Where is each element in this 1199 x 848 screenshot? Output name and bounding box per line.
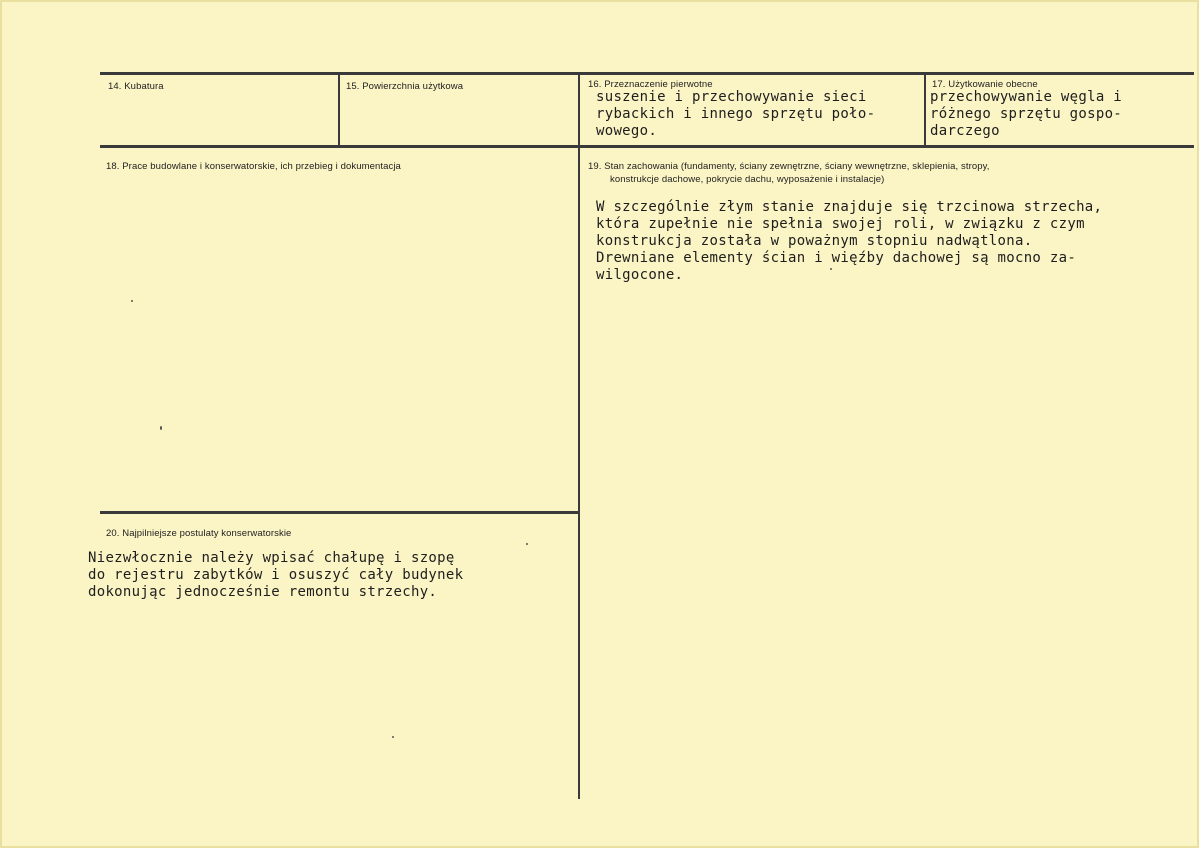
field-19-line-5: wilgocone. xyxy=(596,267,684,283)
field-18-label: 18. Prace budowlane i konserwatorskie, ich przebieg i dokumentacja xyxy=(106,161,401,172)
field-19-line-4: Drewniane elementy ścian i więźby dachowej są mocno za- xyxy=(596,250,1077,266)
field-17-label: 17. Użytkowanie obecne xyxy=(932,79,1038,90)
paper-speck xyxy=(392,736,394,738)
divider-16-17 xyxy=(924,74,926,146)
section20-top-rule xyxy=(100,511,578,514)
field-16-label: 16. Przeznaczenie pierwotne xyxy=(588,79,713,90)
divider-main xyxy=(578,74,580,799)
field-19-label-line-1: 19. Stan zachowania (fundamenty, ściany zewnętrzne, ściany wewnętrzne, sklepienia, stropy, xyxy=(588,161,990,172)
row1-bottom-rule xyxy=(100,145,1194,148)
field-17-line-3: darczego xyxy=(930,123,1000,139)
field-17-line-1: przechowywanie węgla i xyxy=(930,89,1123,105)
field-20-line-2: do rejestru zabytków i osuszyć cały budynek xyxy=(88,567,464,583)
field-19-line-2: która zupełnie nie spełnia swojej roli, w związku z czym xyxy=(596,216,1085,232)
paper-speck xyxy=(131,300,133,302)
paper-speck xyxy=(160,426,162,430)
field-16-line-1: suszenie i przechowywanie sieci xyxy=(596,89,867,105)
field-14-label: 14. Kubatura xyxy=(108,81,164,92)
field-16-line-3: wowego. xyxy=(596,123,658,139)
field-20-line-3: dokonując jednocześnie remontu strzechy. xyxy=(88,584,438,600)
field-17-line-2: różnego sprzętu gospo- xyxy=(930,106,1123,122)
field-19-label-line-2: konstrukcje dachowe, pokrycie dachu, wyposażenie i instalacje) xyxy=(610,174,885,185)
field-15-label: 15. Powierzchnia użytkowa xyxy=(346,81,464,92)
divider-14-15 xyxy=(338,74,340,146)
field-20-label: 20. Najpilniejsze postulaty konserwatorskie xyxy=(106,528,292,539)
field-16-line-2: rybackich i innego sprzętu poło- xyxy=(596,106,876,122)
field-19-line-1: W szczególnie złym stanie znajduje się trzcinowa strzecha, xyxy=(596,199,1103,215)
field-19-line-3: konstrukcja została w poważnym stopniu nadwątlona. xyxy=(596,233,1033,249)
top-rule xyxy=(100,72,1194,75)
field-20-line-1: Niezwłocznie należy wpisać chałupę i szopę xyxy=(88,550,455,566)
paper-speck xyxy=(526,543,528,545)
paper-speck xyxy=(830,268,832,270)
